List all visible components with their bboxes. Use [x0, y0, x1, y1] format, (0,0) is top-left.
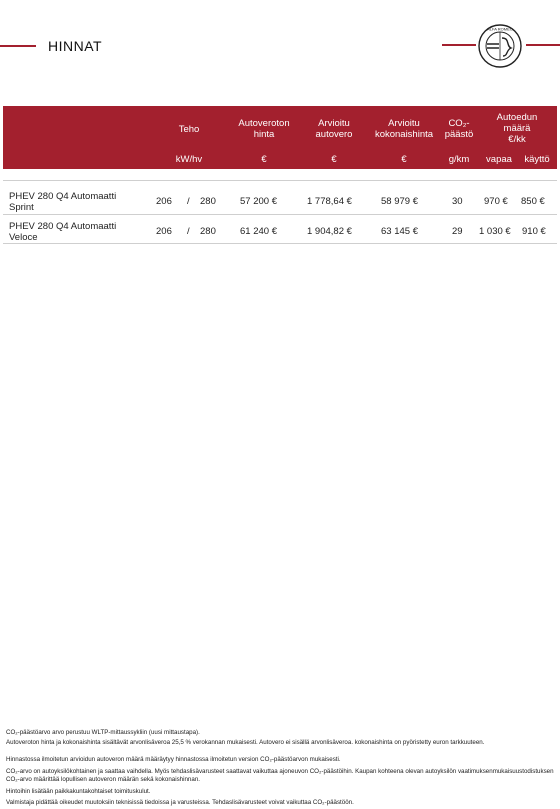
row-kw: 206	[156, 196, 172, 207]
title-rule-left	[0, 45, 36, 47]
header-kokonaishinta: Arvioitu kokonaishinta	[374, 118, 434, 140]
unit-co2: g/km	[448, 154, 470, 165]
row-tax: 1 904,82 €	[307, 226, 352, 237]
row-model: PHEV 280 Q4 Automaatti Sprint	[9, 191, 117, 213]
unit-kokonaishinta: €	[401, 154, 407, 165]
row-slash: /	[187, 196, 190, 207]
header-autoveroton: Autoveroton hinta	[238, 118, 290, 140]
row-co2: 30	[452, 196, 463, 207]
unit-kaytto: käyttö	[524, 154, 550, 165]
table-header	[3, 106, 557, 169]
page-title: HINNAT	[48, 38, 103, 54]
logo-lettering: ALFA ROMEO	[487, 26, 513, 32]
row-total: 63 145 €	[381, 226, 418, 237]
row-tax: 1 778,64 €	[307, 196, 352, 207]
footnote: Hintoihin lisätään paikkakuntakohtaiset toimituskulut.	[6, 788, 151, 795]
header-autoedun: Autoedun määrä €/kk	[496, 112, 538, 145]
row-slash: /	[187, 226, 190, 237]
logo-rule-left	[442, 44, 476, 46]
header-teho: Teho	[178, 124, 200, 135]
row-hv: 280	[200, 226, 216, 237]
row-price: 61 240 €	[240, 226, 277, 237]
header-co2: CO₂- päästö	[444, 118, 474, 140]
header-autovero: Arvioitu autovero	[315, 118, 353, 140]
footnote: Autoveroton hinta ja kokonaishinta sisältävät arvonlisäveroa 25,5 % verokannan mukaisesti. Autovero ei sisällä arvonlisäveroa. kokonaishinta on pyöristetty euron tarkkuuteen.	[6, 739, 485, 746]
unit-vapaa: vapaa	[486, 154, 512, 165]
row-kaytto: 850 €	[521, 196, 545, 207]
row-divider	[3, 180, 557, 181]
row-vapaa: 1 030 €	[479, 226, 511, 237]
row-kw: 206	[156, 226, 172, 237]
alfa-romeo-logo-icon	[478, 24, 522, 68]
row-vapaa: 970 €	[484, 196, 508, 207]
row-divider	[3, 214, 557, 215]
unit-autovero: €	[331, 154, 337, 165]
row-price: 57 200 €	[240, 196, 277, 207]
footnote: Valmistaja pidättää oikeudet muutoksiin teknisissä tiedoissa ja varusteissa. Tehdaslisävarusteet voivat vaikuttaa CO₂-päästöön.	[6, 799, 354, 806]
unit-teho: kW/hv	[175, 154, 203, 165]
row-divider	[3, 243, 557, 244]
logo-rule-right	[526, 44, 560, 46]
row-hv: 280	[200, 196, 216, 207]
footnote: CO₂-arvo on autoyksilökohtainen ja saattaa vaihdella. Myös tehdaslisävarusteet saattavat vaikuttaa ajoneuvon CO₂-päästöihin. Kaupan kohteena olevan autoyksilön vaatimuksenmukaisuustodistuksen CO₂-arvo määrittää lopullisen autoveron määrän sekä kokonaishinnan.	[6, 768, 554, 783]
row-total: 58 979 €	[381, 196, 418, 207]
footnote: CO₂-päästöarvo arvo perustuu WLTP-mittaussykliin (uusi mittaustapa).	[6, 729, 200, 736]
row-model: PHEV 280 Q4 Automaatti Veloce	[9, 221, 117, 243]
footnote: Hinnastossa ilmoitetun arvioidun autoveron määrä määräytyy hinnastossa ilmoitetun version CO₂-päästöarvon mukaisesti.	[6, 756, 341, 763]
row-co2: 29	[452, 226, 463, 237]
row-kaytto: 910 €	[522, 226, 546, 237]
unit-autoveroton: €	[261, 154, 267, 165]
